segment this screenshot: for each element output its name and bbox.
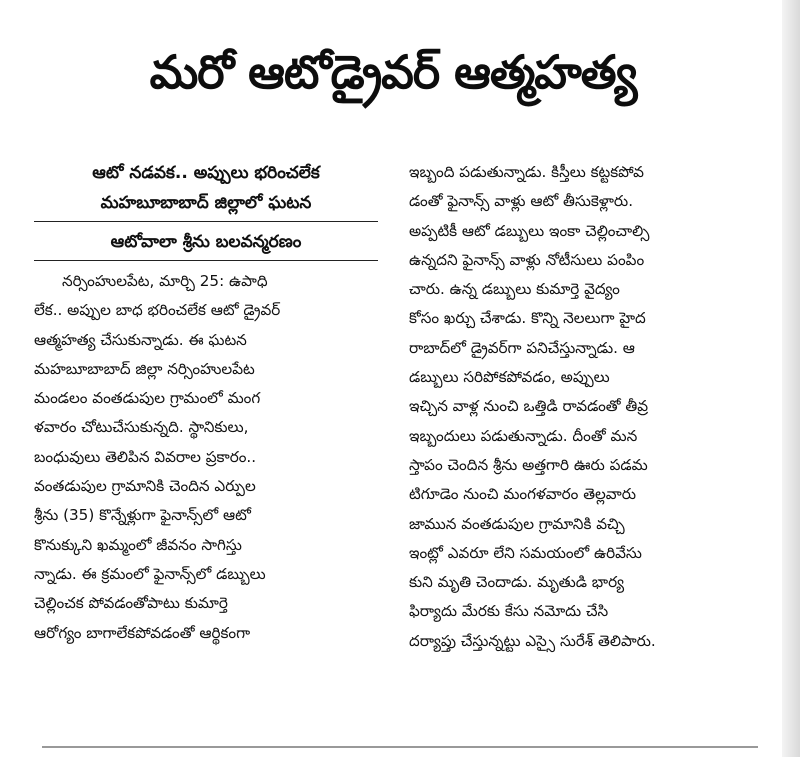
right-column-body (409, 158, 759, 656)
body-line: మహబూబాబాద్ జిల్లా నర్సింహులపేట (34, 359, 255, 378)
body-line: ఫిర్యాదు మేరకు కేసు నమోదు చేసి (409, 602, 609, 621)
body-line: ఇబ్బంది పడుతున్నాడు. కిస్తీలు కట్టకపోవ (409, 163, 644, 181)
body-line: ఇబ్బందులు పడుతున్నాడు. దీంతో మన (409, 426, 638, 445)
body-line: ఆరోగ్యం బాగాలేకపోవడంతో ఆర్థికంగా (34, 623, 251, 642)
body-line: ఇంట్లో ఎవరూ లేని సమయంలో ఉరివేసు (409, 543, 642, 562)
body-line: జామున వంతడుపుల గ్రామానికి వచ్చి (409, 514, 625, 533)
body-line: శ్రీను (35) కొన్నేళ్లుగా ఫైనాన్స్‌లో ఆటో (34, 506, 251, 525)
body-line: వంతడుపుల గ్రామానికి చెందిన ఎర్పుల (34, 477, 256, 496)
sub-deck: ఆటోవాలా శ్రీను బలవన్మరణం (110, 232, 302, 252)
deck-line-1: ఆటో నడవక.. అప్పులు భరించలేక (92, 163, 320, 183)
deck-divider (34, 221, 378, 222)
newspaper-clipping (24, 18, 762, 746)
deck (34, 158, 378, 218)
body-line: చెల్లించక పోవడంతోపాటు కుమార్తె (34, 594, 228, 613)
body-line: రాబాద్‌లో డ్రైవర్‌గా పనిచేస్తున్నాడు. ఆ (409, 338, 635, 357)
body-line: కుని మృతి చెందాడు. మృతుడి భార్య (409, 573, 625, 592)
body-line: చారు. ఉన్న డబ్బులు కుమార్తె వైద్యం (409, 280, 620, 299)
body-line: కొనుక్కుని ఖమ్మంలో జీవనం సాగిస్తు (34, 535, 242, 554)
body-line: డంతో ఫైనాన్స్ వాళ్లు ఆటో తీసుకెళ్లారు. (409, 192, 634, 211)
body-line: దర్యాప్తు చేస్తున్నట్టు ఎస్సై సురేశ్ తెలిపారు. (409, 631, 656, 650)
body-line: టిగూడెం నుంచి మంగళవారం తెల్లవారు (409, 485, 636, 504)
headline: మరో ఆటోడ్రైవర్ ఆత్మహత్య (149, 45, 637, 99)
sub-deck-divider (34, 260, 378, 261)
body-line: అప్పటికీ ఆటో డబ్బులు ఇంకా చెల్లించాల్సి (409, 221, 650, 240)
right-column (409, 158, 759, 656)
body-line: ళవారం చోటుచేసుకున్నది. స్థానికులు, (34, 418, 249, 437)
body-line: ఇచ్చిన వాళ్ల నుంచి ఒత్తిడి రావడంతో తీవ్ర (409, 397, 649, 416)
body-line: లేక.. అప్పుల బాధ భరించలేక ఆటో డ్రైవర్ (34, 301, 281, 320)
body-line: నర్సింహులపేట, మార్చి 25: ఉపాధి (62, 272, 268, 290)
deck-line-2: మహబూబాబాద్ జిల్లాలో ఘటన (100, 193, 312, 213)
bottom-divider (42, 746, 758, 748)
body-line: బంధువులు తెలిపిన వివరాల ప్రకారం.. (34, 447, 257, 466)
body-line: ఉన్నదని ఫైనాన్స్ వాళ్లు నోటీసులు పంపిం (409, 250, 645, 269)
body-line: డబ్బులు సరిపోకపోవడం, అప్పులు (409, 368, 610, 387)
left-column-body (34, 267, 378, 648)
body-line: మండలం వంతడుపుల గ్రామంలో మంగ (34, 389, 261, 408)
body-line: కోసం ఖర్చు చేశాడు. కొన్ని నెలలుగా హైద (409, 309, 646, 328)
body-line: స్తాపం చెందిన శ్రీను అత్తగారి ఊరు పడమ (409, 455, 648, 474)
body-line: ఆత్మహత్య చేసుకున్నాడు. ఈ ఘటన (34, 330, 247, 349)
left-column (34, 158, 378, 648)
body-line: న్నాడు. ఈ క్రమంలో ఫైనాన్స్‌లో డబ్బులు (34, 564, 266, 583)
page-edge-shadow (782, 0, 800, 757)
